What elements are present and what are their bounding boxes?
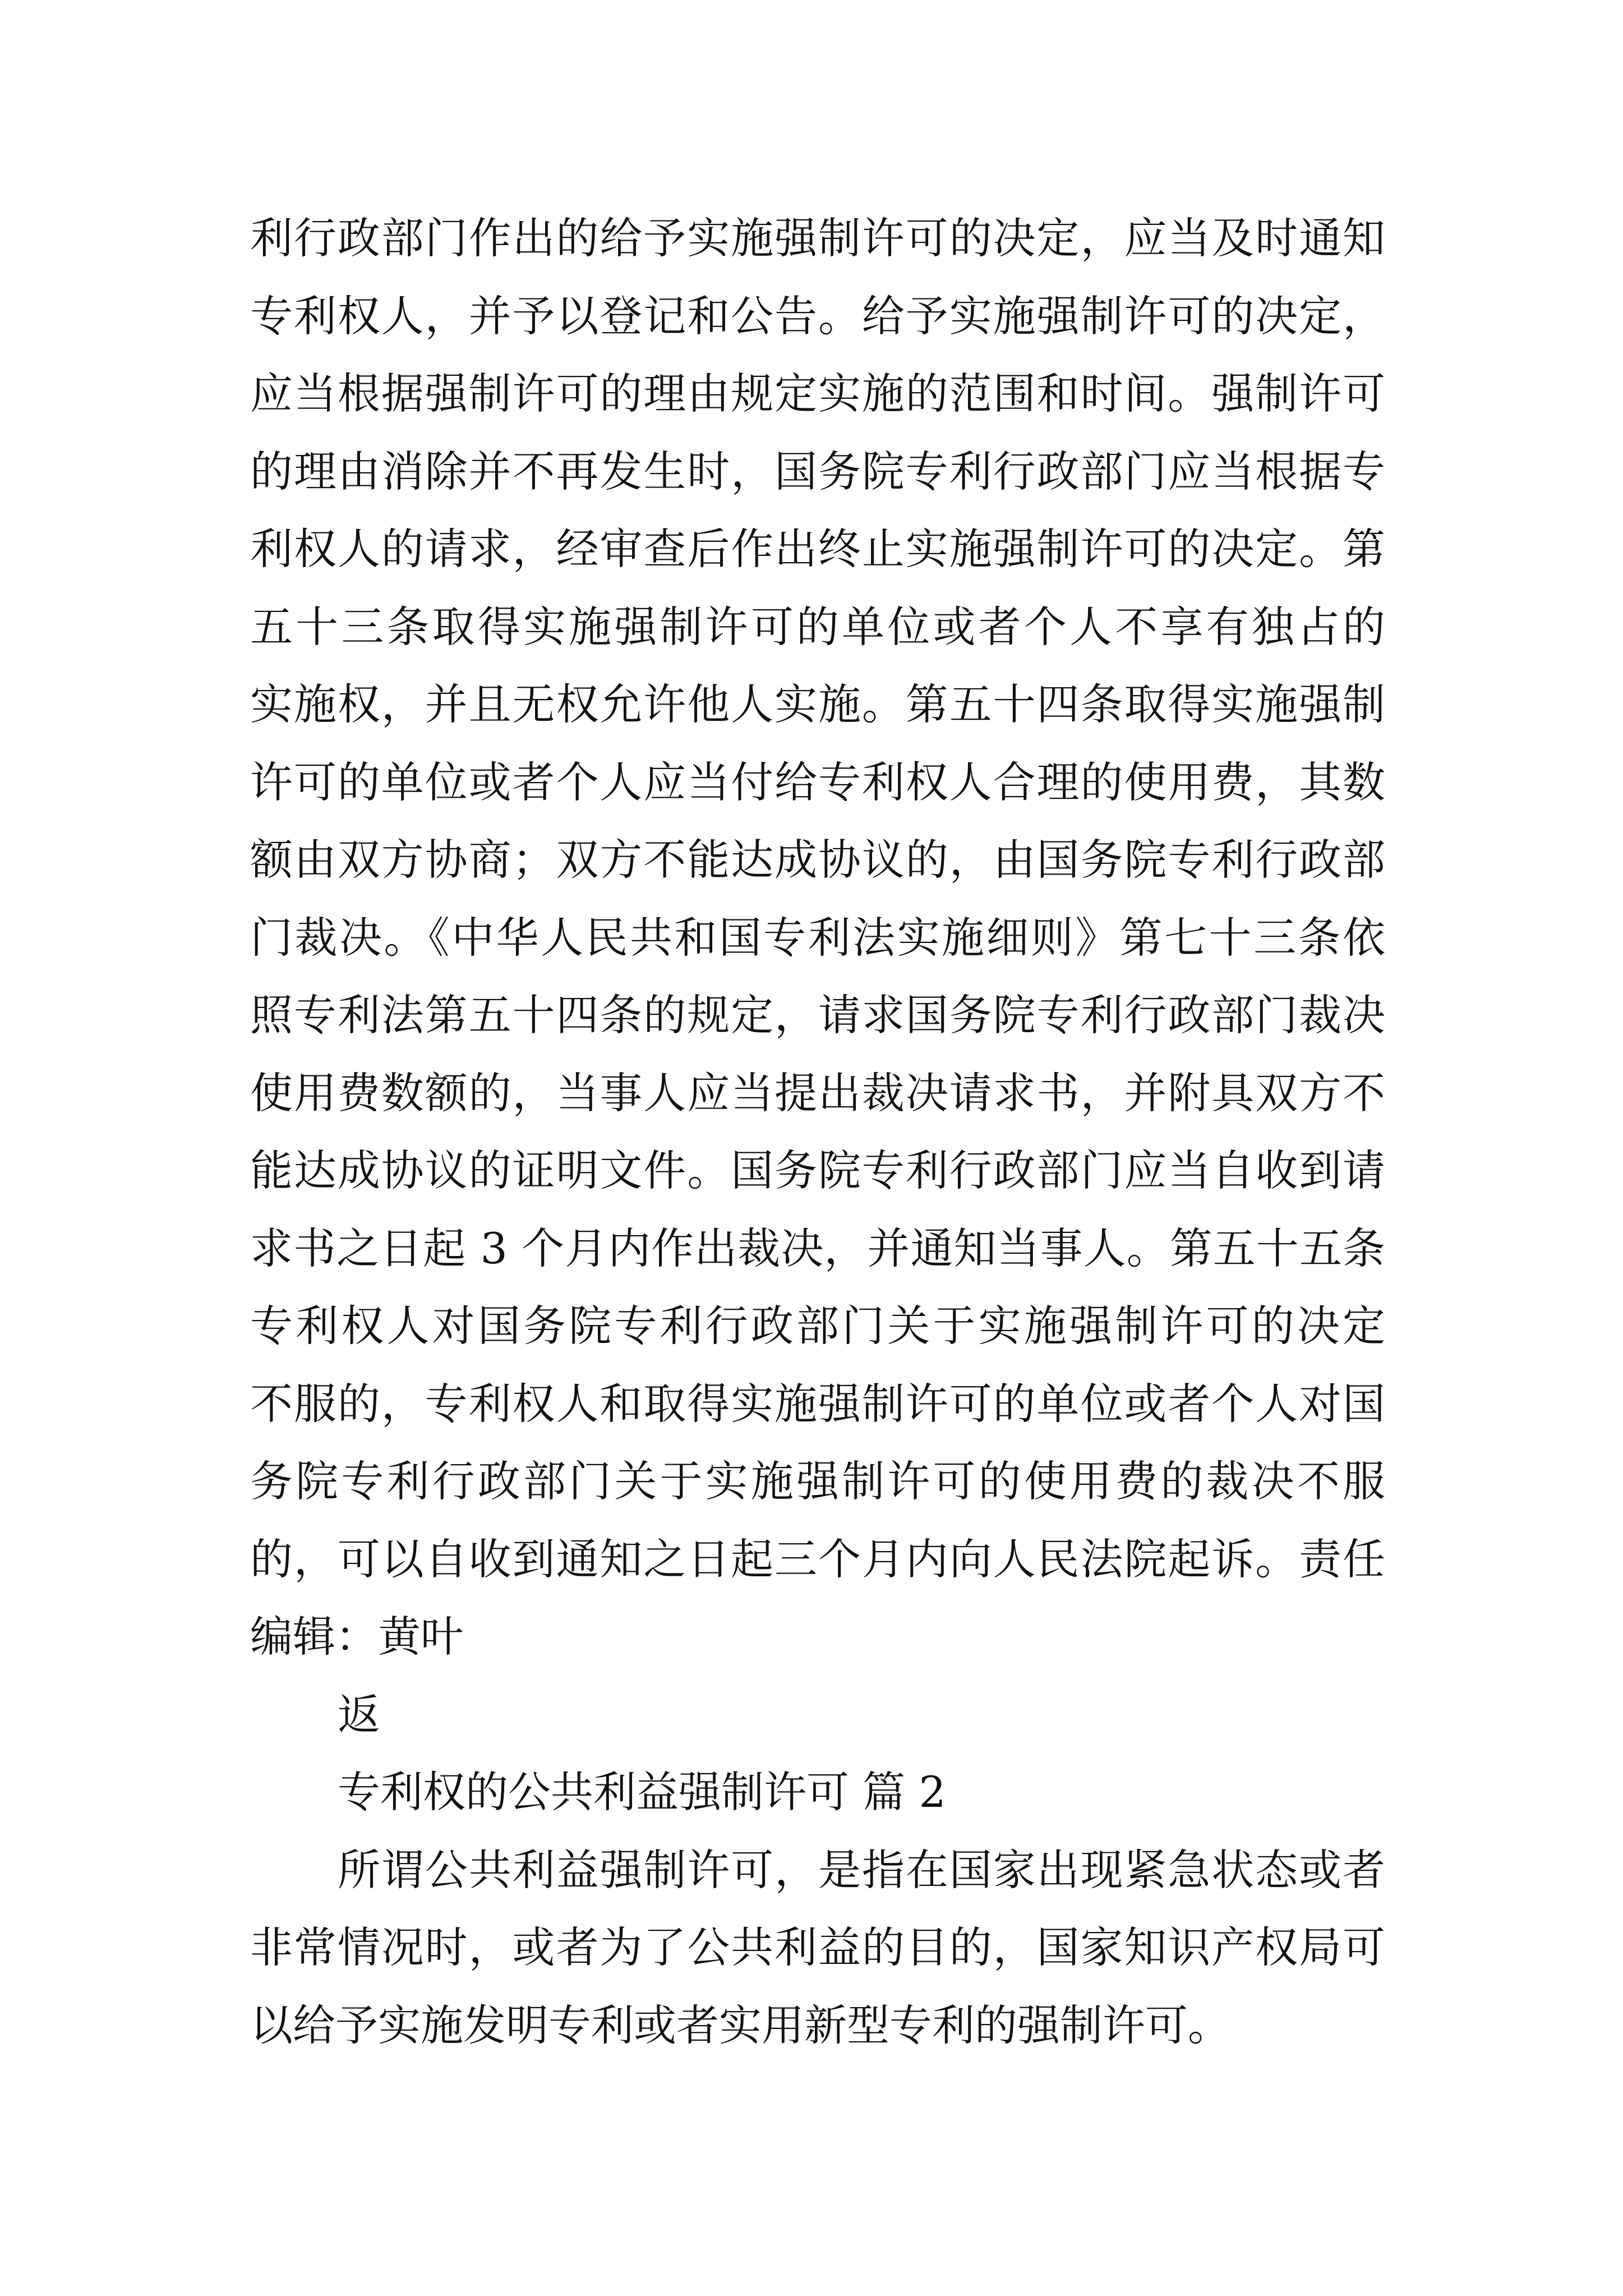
paragraph-line: 许可的单位或者个人应当付给专利权人合理的使用费，其数	[250, 757, 1385, 807]
paragraph-line: 应当根据强制许可的理由规定实施的范围和时间。强制许可	[250, 369, 1385, 418]
section-heading: 专利权的公共利益强制许可 篇 2	[338, 1767, 946, 1817]
paragraph-line: 门裁决。《中华人民共和国专利法实施细则》第七十三条依	[250, 912, 1385, 963]
paragraph-line: 使用费数额的，当事人应当提出裁决请求书，并附具双方不	[250, 1068, 1385, 1118]
paragraph-line: 实施权，并且无权允许他人实施。第五十四条取得实施强制	[250, 679, 1385, 729]
return-text: 返	[338, 1689, 380, 1740]
body-text	[250, 200, 1385, 2064]
paragraph-line: 照专利法第五十四条的规定，请求国务院专利行政部门裁决	[250, 990, 1385, 1040]
paragraph-line: 求书之日起 3 个月内作出裁决，并通知当事人。第五十五条	[250, 1223, 1385, 1273]
paragraph-line: 利行政部门作出的给予实施强制许可的决定，应当及时通知	[250, 213, 1385, 263]
paragraph-line: 以给予实施发明专利或者实用新型专利的强制许可。	[250, 2000, 1230, 2050]
paragraph-line: 所谓公共利益强制许可，是指在国家出现紧急状态或者	[338, 1844, 1385, 1895]
paragraph-line: 利权人的请求，经审查后作出终止实施强制许可的决定。第	[250, 524, 1385, 574]
paragraph-line: 专利权人，并予以登记和公告。给予实施强制许可的决定，	[250, 291, 1385, 341]
paragraph-line: 额由双方协商；双方不能达成协议的，由国务院专利行政部	[250, 835, 1385, 885]
paragraph-line: 不服的，专利权人和取得实施强制许可的单位或者个人对国	[250, 1378, 1385, 1429]
paragraph-line: 务院专利行政部门关于实施强制许可的使用费的裁决不服	[250, 1456, 1385, 1506]
editor-credit-line: 编辑：黄叶	[250, 1612, 463, 1662]
paragraph-line: 的，可以自收到通知之日起三个月内向人民法院起诉。责任	[250, 1534, 1385, 1584]
paragraph-line: 五十三条取得实施强制许可的单位或者个人不享有独占的	[250, 601, 1385, 652]
paragraph-line: 非常情况时，或者为了公共利益的目的，国家知识产权局可	[250, 1922, 1385, 1972]
paragraph-line: 能达成协议的证明文件。国务院专利行政部门应当自收到请	[250, 1145, 1385, 1195]
paragraph-line: 的理由消除并不再发生时，国务院专利行政部门应当根据专	[250, 446, 1385, 496]
paragraph-line: 专利权人对国务院专利行政部门关于实施强制许可的决定	[250, 1301, 1385, 1351]
